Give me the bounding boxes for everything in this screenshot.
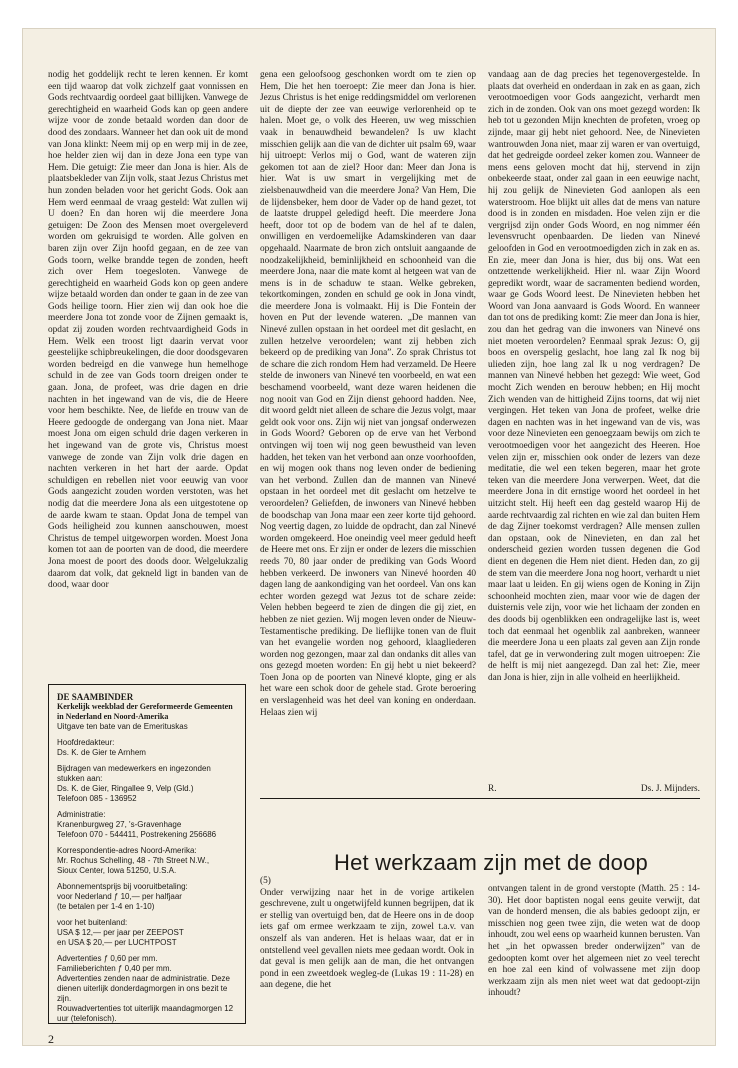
colophon-na-address-1: Mr. Rochus Schelling, 48 - 7th Street N.W., (57, 856, 210, 865)
article2-number: (5) (260, 876, 271, 886)
colophon-abroad-sea: USA $ 12,— per jaar per ZEEPOST (57, 928, 184, 937)
colophon-subs-nl-2: (te betalen per 1-4 en 1-10) (57, 902, 155, 911)
article-text: nodig het goddelijk recht te leren kennen. Er komt een tijd waarop dat volk zichzelf gaat vonnissen en Gods rechtvaardig oordeel gaat billijken. Vanwege de gerechtigheid en waarheid Gods kan op geen andere wijze voor de zonde betaald worden dan door de dood des zondaars. Wanneer het dan ook uit de mond van Jona klinkt: Neem mij op en werp mij in de zee, hoe helder zien wij dan in deze Jona een type van Hem. Die getuigt: Zie meer dan Jona is hier. Als de plaatsbekleder van Zijn volk, staat Jezus Christus met hun zonden beladen voor het gericht Gods. Ook aan Hem werd eenmaal de vraag gesteld: Wat zullen wij U doen? En dan horen wij die meerdere Jona getuigen: De Zoon des Mensen moet overgeleverd worden om gekruisigd te worden. Alle golven en baren zijn over Zijn hoofd gegaan, en de zee van Gods toorn, welke brandde tegen de zonden, heeft zich over Hem toegesloten. Vanwege de gerechtigheid en waarheid Gods kon op geen andere wijze betaald worden dan onder te gaan in de zee van Gods heilige toorn. Hier zien wij dan ook hoe die meerdere Jona tot zonde voor de Zijnen gemaakt is, opdat zij zouden worden rechtvaardigheid Gods in Hem. Welk een troost ligt daarin vervat voor geestelijke schipbreukelingen, die door doodsgevaren worden bedreigd en die vanwege hun hemelhoge schuld in de zee van Gods toorn dreigen onder te gaan. Jona, de profeet, was drie dagen en drie nachten in het ingewand van de vis, die de Heere voor hem beschikte. Nee, de liefde en trouw van de Heere gedoogde de ondergang van Jona niet. Maar moest Jona om eigen schuld drie dagen verkeren in het ingewand van de grote vis, Christus moest vanwege de zonde van Zijn volk drie dagen en nachten verkeren in het hart der aarde. Opdat schuldigen en rebellen niet voor eeuwig van voor Gods aangezicht zouden worden verstoten, was het nodig dat die meerdere Jona als een uitgestotene op de aarde kwam te staan. Opdat Jona de tempel van Gods heiligheid zou kunnen aanschouwen, moest Christus de tempel uitgeworpen worden. Moest Jona komen tot aan de poorten van de dood, die meerdere Jona moest de poort des doods door. Welgelukzalig daarom dat volk, dat gekneld ligt in banden van de dood, waar door (48, 70, 248, 591)
colophon-contributions-phone: Telefoon 085 - 136952 (57, 794, 137, 803)
colophon-abroad-air: en USA $ 20,— per LUCHTPOST (57, 938, 177, 947)
colophon-editor-label: Hoofdredakteur: (57, 738, 115, 747)
colophon-contributions-label: Bijdragen van medewerkers en ingezonden stukken aan: (57, 764, 211, 783)
colophon-publisher: Uitgave ten bate van de Emerituskas (57, 722, 188, 731)
divider (260, 798, 700, 799)
article2-column-2 (488, 884, 700, 1026)
colophon-admin-label: Administratie: (57, 810, 106, 819)
article2-column-1 (260, 876, 474, 1026)
colophon-admin-address: Kranenburgweg 27, 's-Gravenhage (57, 820, 182, 829)
article2-text-1: Onder verwijzing naar het in de vorige artikelen geschrevene, zult u ongetwijfeld kunnen begrijpen, dat ik er stellig van overtuigd ben, dat de Heere ons in de doop iets gaf om ermee werkzaam te zijn, zowel t.a.v. van onszelf als van anderen. Het is helaas waar, dat er in ontstellend veel gevallen niets mee gedaan wordt. Ook in dat geval is men gelijk aan de man, die het ontvangen pond in een zweetdoek wegleg-de (Lukas 19 : 11-28) en aan degene, die het (260, 887, 474, 991)
colophon-editor: Ds. K. de Gier te Arnhem (57, 748, 146, 757)
colophon-box (48, 684, 246, 1024)
article-text: vandaag aan de dag precies het tegenovergestelde. In plaats dat overheid en onderdaan in zak en as gaan, zich verootmoedigen voor Gods aangezicht, verhardt men zich in de zonden. Ook van ons moet gezegd worden: Ik heb tot u gezonden Mijn knechten de profeten, vroeg op zijnde, maar gij hebt niet gehoord. Nee, de Ninevieten wantrouwden Jona niet, maar zij waren er van overtuigd, dat het gedreigde oordeel zeker komen zou. Wanneer de mens eens geloven mocht dat hij, stervend in zijn onbekeerde staat, onder zal gaan in een eeuwige nacht, hij zou gelijk de Ninevieten God aanlopen als een waterstroom. Hoe blijkt uit alles dat de mens van nature dood is in zonden en misdaden. Hoe velen zijn er die vergrijsd zijn onder Gods Woord, en nog nimmer één levensvrucht openbaarden. De lieden van Ninevé geloofden in God en verootmoedigden zich in zak en as. En zie, meer dan Jona is hier, dus bij ons. Wat een ontzettende werkelijkheid. Hier nl. waar Zijn Woord gepredikt wordt, waar de sacramenten bediend worden, waar ge Gods Woord leest. De Ninevieten hebben het Woord van Jona aanvaard is Gods Woord. En wanneer dan tot ons de prediking komt: Zie meer dan Jona is hier, zou dan het gedrag van die inwoners van Ninevé ons niet moeten veroordelen? Eenmaal sprak Jezus: O, gij boos en overspelig geslacht, hoe lang zal Ik nog bij ulieden zijn, hoe lang zal Ik u nog verdragen? De mannen van Ninevé hebben het gezegd: Wie weet, God mocht Zich wenden en berouw hebben; en Hij mocht Zich wenden van de hittigheid Zijns toorns, dat wij niet vergingen. Het teken van Jona de profeet, welke drie dagen en nachten was in het ingewand van de vis, was voor deze Ninevieten een genoegzaam bewijs om zich te verootmoedigen voor het aangezicht des Heeren. Hoe velen zijn er, misschien ook onder de lezers van deze meditatie, die wel een teken begeren, maar het grote teken van die meerdere Jona verwerpen. Weet, dat die meerdere Jona in dit ernstige woord het oordeel in het uitzicht stelt. Hij heeft een dag gesteld waarop Hij de aarde rechtvaardig zal richten en wie zal dan buiten Hem de dag Zijner toekomst verdragen? Alle mensen zullen dan opstaan, ook de Ninevieten, en dan zal het onderscheid gezien worden tussen degenen die God dient en degenen die Hem niet dient. Heden dan, zo gij de stem van die meerdere Jona nog hoort, verhardt u niet maar laat u leiden. En gij wiens ogen de Koning in Zijn schoonheid mochten zien, maar voor wie de dagen der duisternis vele zijn, voor wie het lichaam der zonden en des doods bij ogenblikken een ondragelijke last is, weet toch dat eenmaal het ogenblik zal aanbreken, wanneer die meerdere Jona u een plaats zal geven aan Zijn ronde tafel, dat ge in verwondering zult mogen uitroepen: Zie de helft is mij niet aangezegd. Dan zal het: Zie, meer dan Jona is hier, zijn in alle volheid en heerlijkheid. (488, 70, 700, 683)
page-number: 2 (48, 1032, 54, 1046)
colophon-title: DE SAAMBINDER (57, 692, 134, 702)
article-headline: Het werkzaam zijn met de doop (334, 850, 648, 875)
article2-text-2: ontvangen talent in de grond verstopte (Matth. 25 : 14-30). Het door baptisten nogal eens geuite verwijt, dat van de honderd mensen, die als babies gedoopt zijn, er misschien nog geen twee zijn, die weten wat de doop inhoudt, zou wel eens op waarheid kunnen berusten. Van het „in het opwassen breder onderwijzen” van de gedoopten komt over het algemeen niet zo veel terecht en hoe zal een kind of volwassene met zijn doop werkzaam zijn als men niet weet wat dat gedoopt-zijn inhoudt? (488, 884, 700, 999)
article-column-3 (488, 70, 700, 782)
colophon-na-label: Korrespondentie-adres Noord-Amerika: (57, 846, 197, 855)
colophon-subs-nl: voor Nederland ƒ 10,— per halfjaar (57, 892, 182, 901)
article-text: gena een geloofsoog geschonken wordt om te zien op Hem, Die het hen toeroept: Zie meer dan Jona is hier. Jezus Christus is het enige reddingsmiddel om verlorenen uit de diepte der zee van eeuwige verlorenheid op te halen. Moet ge, o volk des Heeren, uw weg misschien vaak in benauwdheid bewandelen? Is uw klacht misschien gelijk aan die van de dichter uit psalm 69, waar hij uitroept: Verlos mij o God, want de wateren zijn gekomen tot aan de ziel? Hoor dan: Meer dan Jona is hier. Wat is uw smart in vergelijking met de zielsbenauwdheid van die meerdere Jona? Van Hem, Die de lijdensbeker, hem door de Vader op de hand gezet, tot de laatste druppel geledigd heeft. Die meerdere Jona heeft, door tot op de bodem van de hel af te dalen, onwilligen en verdoemelijke Adamskinderen van daar opgehaald. Naarmate de bron zich ontsluit aangaande de noodzakelijkheid, beminlijkheid en schoonheid van die meerdere Jona, naar die mate komt al hetgeen wat van de mens is in de schaduw te staan. Welke gebreken, tekortkomingen, zonden en schuld ge ook in Jona vindt, die meerdere Jona is volmaakt. Hij is Die Fontein der hoven en Put der levende wateren. „De mannen van Ninevé zullen opstaan in het oordeel met dit geslacht, en zullen hetzelve veroordelen; want zij hebben zich bekeerd op de prediking van Jona”. Zo sprak Christus tot de schare die zich rondom Hem had verzameld. De Heere stelde de inwoners van Ninevé ten voorbeeld, en wat een beschamend voorbeeld, want deze waren heidenen die nog nooit van God en Zijn dienst gehoord hadden. Nee, dit woord geldt niet alleen de schare die Jezus volgt, maar geldt ook voor ons. Zijn wij niet van jongsaf onderwezen in Gods Woord? Geboren op de erve van het Verbond ontvingen wij toen wij nog geen bewustheid van leven hadden, het teken van het verbond aan onze voorhoofden, en wij mogen ook thans nog leven onder de bediening van het verbond. Zullen dan de mannen van Ninevé opstaan in het oordeel met dit geslacht om hetzelve te veroordelen? Geliefden, de inwoners van Ninevé hebben de boodschap van Jona maar een zeer korte tijd gehoord. Nog veertig dagen, zo luidde de opdracht, dan zal Ninevé worden omgekeerd. Hoe oneindig veel meer geduld heeft de Heere met ons. Er zijn er onder de lezers die misschien reeds 70, 80 jaar onder de prediking van Gods Woord hebben verkeerd. De inwoners van Ninevé hoorden 40 dagen lang de aankondiging van het oordeel. Van ons kan echter worden gezegd wat Jezus tot de schare zeide: Velen hebben begeerd te zien de dingen die gij ziet, en hebben ze niet gezien. Wij mogen leven onder de Nieuw-Testamentische prediking. De lieflijke tonen van de fluit van het evangelie worden nog gehoord, klaagliederen worden nog gezongen, maar zal dan ondanks dit alles van ons gezegd moeten worden: En gij hebt u niet bekeerd? Toen Jona op de poorten van Ninevé klopte, ging er als het ware een schok door de gehele stad. Grote beroering en verslagenheid was het deel van koning en onderdaan. Helaas zien wij (260, 70, 476, 718)
signature-initial: R. (488, 784, 497, 794)
colophon-contributions-address: Ds. K. de Gier, Ringallee 9, Velp (Gld.) (57, 784, 194, 793)
colophon-admin-phone: Telefoon 070 - 544411, Postrekening 256686 (57, 830, 217, 839)
colophon-ads-1: Advertenties ƒ 0,60 per mm. (57, 954, 158, 963)
colophon-ads-3: Advertenties zenden naar de administratie. Deze dienen uiterlijk donderdagmorgen in ons bezit te zijn. (57, 974, 230, 1003)
colophon-ads-2: Familieberichten ƒ 0,40 per mm. (57, 964, 172, 973)
article-column-2 (260, 70, 476, 798)
colophon-abroad-label: voor het buitenland: (57, 918, 128, 927)
signature-author: Ds. J. Mijnders. (640, 784, 700, 794)
colophon-subtitle: Kerkelijk weekblad der Gereformeerde Gemeenten in Nederland en Noord-Amerika (57, 702, 233, 721)
colophon-ads-4: Rouwadvertenties tot uiterlijk maandagmorgen 12 uur (telefonisch). (57, 1004, 234, 1023)
newspaper-page (22, 28, 716, 1046)
colophon-subs-label: Abonnementsprijs bij vooruitbetaling: (57, 882, 188, 891)
article-column-1 (48, 70, 248, 678)
colophon-na-address-2: Sioux Center, Iowa 51250, U.S.A. (57, 866, 177, 875)
